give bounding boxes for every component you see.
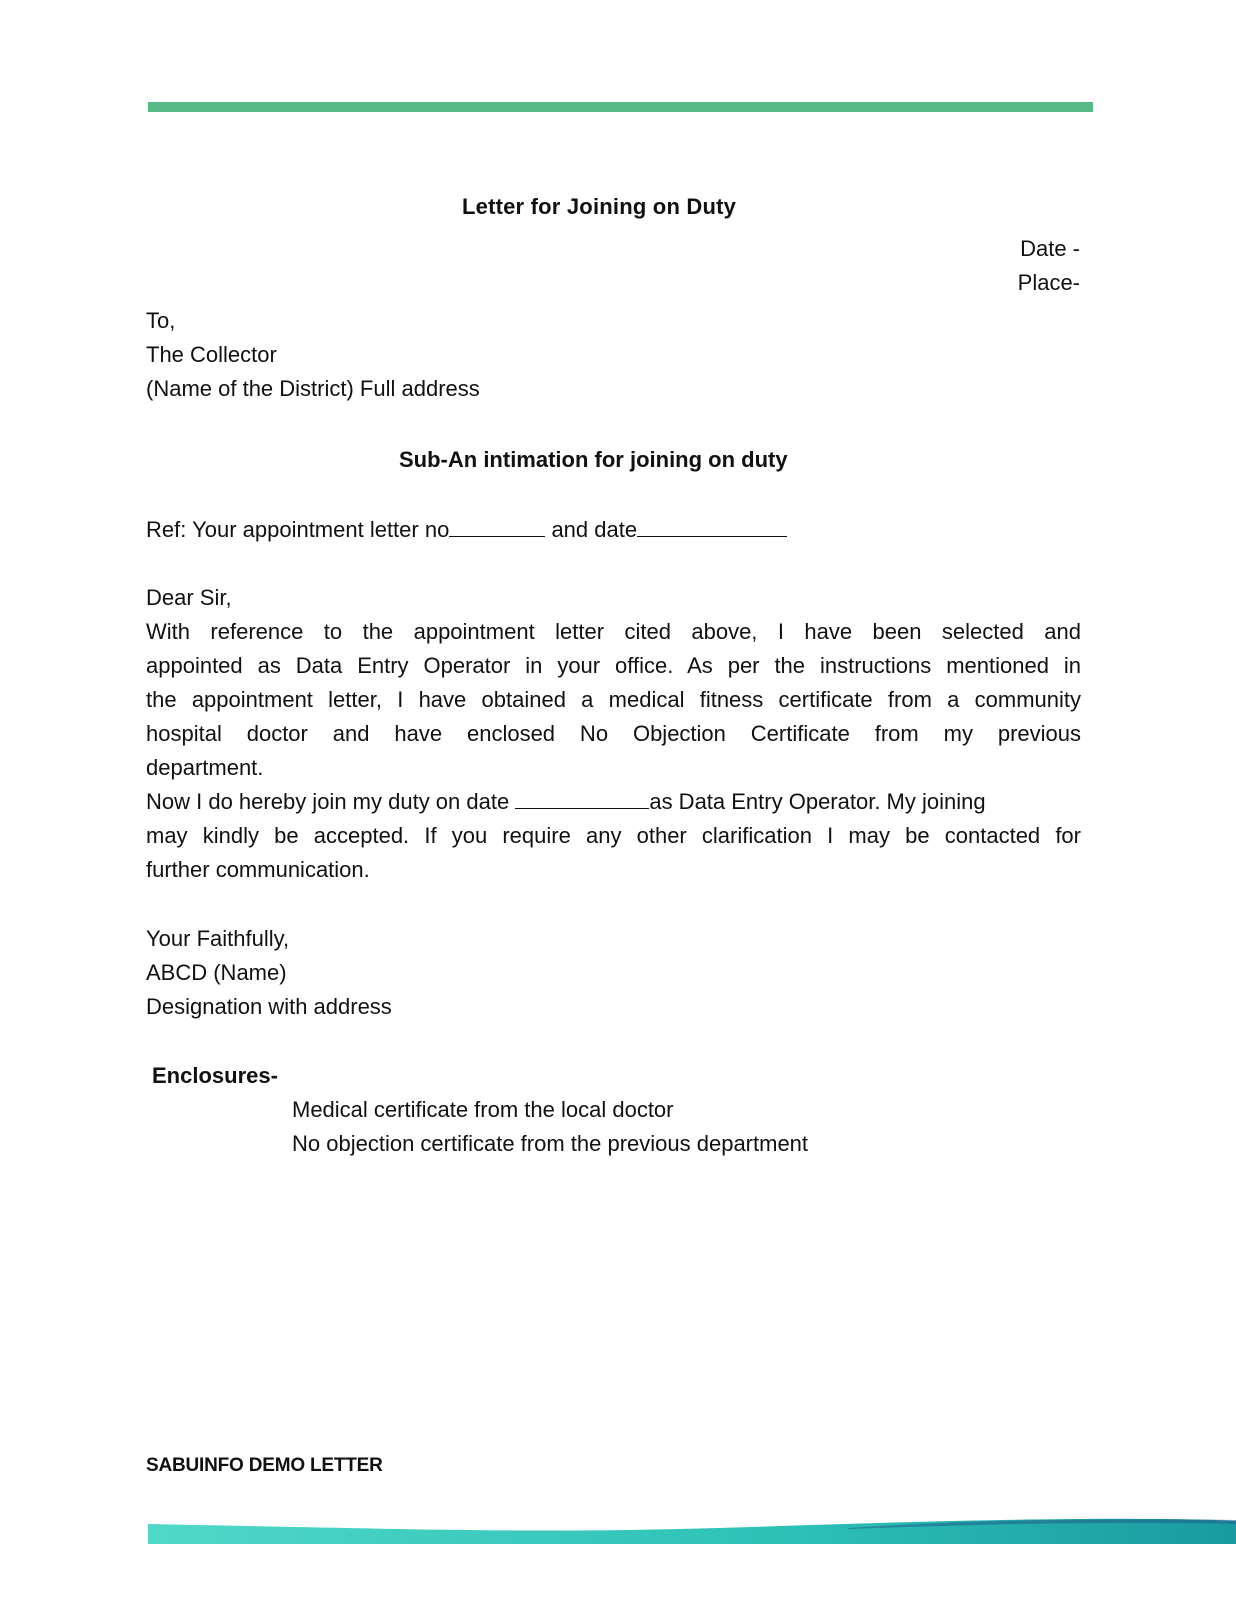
- enclosure-item: Medical certificate from the local doctor: [292, 1097, 674, 1122]
- body-line: With reference to the appointment letter cited above, I have been selected and: [146, 619, 1081, 644]
- enclosure-item: No objection certificate from the previous department: [292, 1131, 809, 1156]
- body-line: hospital doctor and have enclosed No Objection Certificate from my previous: [146, 721, 1081, 746]
- footer-brand: SABUINFO DEMO LETTER: [146, 1455, 383, 1476]
- letter-title: Letter for Joining on Duty: [462, 194, 737, 219]
- top-accent-bar: [148, 102, 1093, 112]
- body-line: the appointment letter, I have obtained a medical fitness certificate from a community: [146, 687, 1081, 712]
- letter-subject: Sub-An intimation for joining on duty: [399, 447, 788, 472]
- reference-line: [146, 517, 787, 543]
- place-label: Place-: [1017, 270, 1080, 295]
- letter-date-blank: [637, 518, 787, 537]
- sender-designation: Designation with address: [146, 994, 392, 1019]
- greeting: Dear Sir,: [146, 585, 232, 610]
- recipient-name: The Collector: [146, 342, 277, 367]
- reference-middle: and date: [545, 517, 638, 542]
- sender-name: ABCD (Name): [146, 960, 287, 985]
- reference-prefix: Ref: Your appointment letter no: [146, 517, 450, 542]
- joining-line-start: Now I do hereby join my duty on date as Data Entry Operator. My joining: [146, 789, 986, 814]
- body-line: further communication.: [146, 857, 370, 882]
- letter-number-blank: [449, 518, 545, 537]
- joining-date-blank: [515, 790, 649, 809]
- date-label: Date -: [1020, 236, 1080, 261]
- closing: Your Faithfully,: [146, 926, 290, 951]
- joining-line: [146, 789, 1081, 815]
- body-line: may kindly be accepted. If you require any other clarification I may be contacted for: [146, 823, 1081, 848]
- enclosures-label: Enclosures-: [152, 1063, 278, 1088]
- recipient-to: To,: [146, 308, 176, 333]
- bottom-wave-bar: [148, 1516, 1236, 1544]
- body-line: appointed as Data Entry Operator in your office. As per the instructions mentioned in: [146, 653, 1081, 678]
- recipient-address: (Name of the District) Full address: [146, 376, 480, 401]
- body-line: department.: [146, 755, 264, 780]
